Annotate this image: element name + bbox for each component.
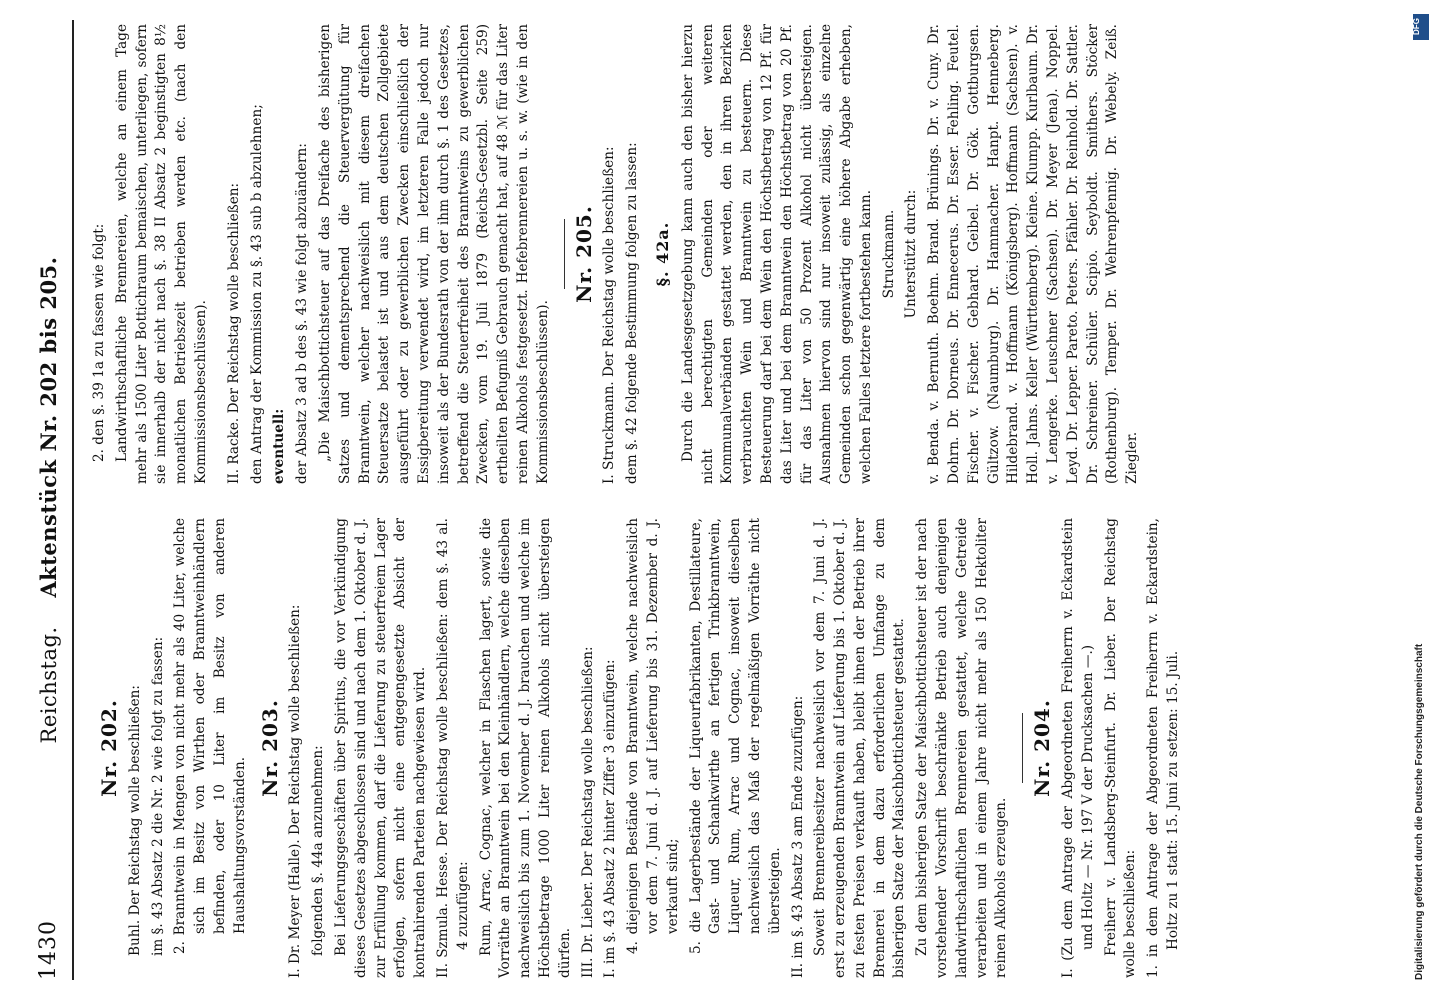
paragraph: III. Dr. Lieber. Der Reichstag wolle beschließen:	[579, 646, 596, 978]
paragraph: der Absatz 3 ad b des §. 43 wie folgt abzuändern:	[294, 143, 311, 484]
heading-section-42a: §. 42a.	[652, 221, 672, 287]
running-title-part-b: Aktenstück Nr. 202 bis 205.	[36, 256, 61, 598]
paragraph: I. Struckmann. Der Reichstag wolle beschließen:	[601, 146, 618, 484]
heading-nr-205: Nr. 205.	[571, 205, 596, 303]
paragraph: Soweit Brennereibesitzer nachweislich vor dem 7. Juni d. J. erst zu erzeugenden Branntwein auf Lieferung bis 1. Oktober d. J. zu festen Preisen verkauft haben, bleibt ihnen der Betrieb ihrer Brennerei in dem dazu erforderlichen Umfange zu dem bisherigen Satze der Maischbottichsteuer gestattet.	[812, 518, 908, 978]
paragraph: 4. diejenigen Bestände von Branntwein, welche nachweislich vor dem 7. Juni d. J. auf Lieferung bis 31. Dezember d. J. verkauft sind;	[625, 518, 681, 954]
paragraph: Zu dem bisherigen Satze der Maischbottichsteuer ist der nach vorstehender Vorschrift beschränkte Betrieb auch denjenigen landwirthschaftlichen Brennereien gestattet, welche Getreide verarbeiten und in einem Jahre nicht mehr als 150 Hektoliter reinen Alkohols erzeugen.	[914, 518, 1010, 978]
section-divider	[564, 219, 565, 289]
paragraph: I. Dr. Meyer (Halle). Der Reichstag wolle beschließen:	[287, 604, 304, 978]
paragraph: den Antrag der Kommission zu §. 43 sub b abzulehnen;	[248, 104, 265, 484]
paragraph: Durch die Landesgesetzgebung kann auch den bisher hierzu nicht berechtigten Gemeinden oder weiteren Kommunalverbänden gestattet werden, den in ihren Bezirken verbrauchten Wein und Branntwein zu besteuern. Diese Besteuerung darf bei dem Wein den Höchstbetrag von 12 Pf. für das Liter und bei dem Branntwein den Höchstbetrag von 20 Pf. für das Liter von 50 Prozent Alkohol nicht übersteigen. Ausnahmen hiervon sind nur insoweit zulässig, als einzelne Gemeinden schon gegenwärtig eine höhere Abgabe erheben, welchen Falles letztere fortbestehen kann.	[679, 24, 874, 484]
paragraph: I. im §. 43 Absatz 2 hinter Ziffer 3 einzufügen:	[602, 659, 619, 978]
funding-note: Digitalisierung gefördert durch die Deutsche Forschungsgemeinschaft	[1414, 643, 1425, 980]
paragraph: folgenden §. 44a anzunehmen:	[310, 745, 327, 956]
heading-nr-203: Nr. 203.	[257, 699, 282, 797]
page-header	[28, 20, 68, 980]
paragraph: II. Szmula. Hesse. Der Reichstag wolle beschließen: dem §. 43 al. 4 zuzufügen:	[434, 518, 471, 978]
section-divider	[1022, 713, 1023, 783]
paragraph: II. im §. 43 Absatz 3 am Ende zuzufügen:	[789, 695, 806, 978]
supported-by-label: Unterstützt durch:	[903, 189, 920, 319]
heading-nr-202: Nr. 202.	[97, 699, 121, 797]
running-title	[36, 90, 61, 910]
paragraph: Rum, Arrac, Cognac, welcher in Flaschen lagert, sowie die Vorräthe an Branntwein bei den Kleinhändlern, welche dieselben nachweislich bis zum 1. November d. J. brauchen und welche im Höchstbetrage 1000 Liter reinen Alkohols nicht übersteigen dürfen.	[477, 518, 573, 978]
paragraph: dem §. 42 folgende Bestimmung folgen zu lassen:	[624, 142, 641, 484]
right-column	[90, 24, 1146, 484]
paragraph: II. Racke. Der Reichstag wolle beschließen:	[225, 182, 242, 484]
paragraph: 5. die Lagerbestände der Liqueurfabrikanten, Destillateure, Gast- und Schankwirthe an fertigen Trinkbranntwein, Liqueur, Rum, Arrac und Cognac, insoweit dieselben nachweislich das Maß der regelmäßigen Vorräthe nicht übersteigen.	[687, 518, 783, 954]
left-column	[90, 518, 1187, 978]
dfg-logo: DFG	[1413, 14, 1429, 40]
paragraph: I. (Zu dem Antrage der Abgeordneten Freiherrn v. Eckardstein und Holtz — Nr. 197 V der Drucksachen —.)	[1060, 518, 1096, 978]
paragraph: „Die Maischbottichsteuer auf das Dreifache des bisherigen Satzes und dementsprechend die Steuervergütung für Branntwein, welcher nachweislich mit diesem dreifachen Steuersatze belastet ist und aus dem deutschen Zollgebiete ausgeführt oder zu gewerblichen Zwecken einschließlich der Essigbereitung verwendet wird, im letzteren Falle jedoch nur insoweit als der Bundesrath von der ihm durch §. 1 des Gesetzes, betreffend die Steuerfreiheit des Branntweins zu gewerblichen Zwecken, vom 19. Juli 1879 (Reichs-Gesetzbl. Seite 259) ertheilten Befugniß Gebrauch gemacht hat, auf 48 ℳ für das Liter reinen Alkohols festgesetzt. Hefebrennereien u. s. w. (wie in den Kommissionsbeschlüssen).	[316, 24, 551, 484]
running-title-part-a: Reichstag.	[37, 626, 61, 744]
header-rule	[72, 20, 74, 980]
paragraph: 2. Branntwein in Mengen von nicht mehr als 40 Liter, welche sich im Besitz von Wirthen oder Branntweinhändlern befinden, oder 10 Liter im Besitz von anderen Haushaltungsvorständen.	[172, 518, 248, 954]
supporters-list: v. Benda. v. Bernuth. Boehm. Brand. Brünings. Dr. v. Cuny. Dr. Dohrn. Dr. Dorneus. Dr. Ennecerus. Dr. Esser. Fehling. Feutel. Fischer. v. Fischer. Gebhard. Geibel. Dr. Gök. Gottburgsen. Gültzow. (Naumburg). Dr. Hammacher. Hanpt. Henneberg. Hildebrand. v. Hoffmann (Königsberg). Hoffmann (Sachsen). v. Holl. Jahns. Keller (Württemberg). Kleine. Klumpp. Kurlbaum. Dr. v. Lengerke. Leuschner (Sachsen). Dr. Meyer (Jena). Noppel. Leyd. Dr. Lepper. Pareto. Peters. Pfähler. Dr. Reinhold. Dr. Sattler. Dr. Schreiner. Schüler. Scipio. Seyboldt. Smithers. Stöcker (Rothenburg). Temper. Dr. Wehrenpfennig. Dr. Webely. Zeiß. Ziegler.	[926, 24, 1141, 484]
paragraph: 2. den §. 39 1a zu fassen wie folgt:	[91, 223, 107, 462]
paragraph: Bei Lieferungsgeschäften über Spiritus, die vor Verkündigung dieses Gesetzes abgeschlossen sind und nach dem 1. Oktober d. J. zur Erfüllung kommen, darf die Lieferung zu steuerfreiem Lager erfolgen, sofern nicht eine entgegengesetzte Absicht der kontrahirenden Parteien nachgewiesen wird.	[332, 518, 429, 978]
heading-nr-204: Nr. 204.	[1030, 699, 1055, 797]
paragraph: Buhl. Der Reichstag wolle beschließen:	[126, 685, 143, 956]
paragraph: Freiherr v. Landsberg-Steinfurt. Dr. Lieber. Der Reichstag wolle beschließen:	[1102, 518, 1139, 978]
paragraph: im §. 43 Absatz 2 die Nr. 2 wie folgt zu fassen:	[149, 636, 166, 956]
paragraph: 1. in dem Antrage der Abgeordneten Freiherrn v. Eckardstein, Holtz zu 1 statt: 15. Juni zu setzen: 15. Juli.	[1145, 518, 1182, 978]
paragraph: eventuell:	[271, 408, 288, 484]
signature: Struckmann.	[880, 209, 897, 299]
paragraph: Landwirthschaftliche Brennereien, welche an einem Tage mehr als 1500 Liter Bottichraum bemaischen, unterliegen, sofern sie innerhalb der nicht nach §. 38 II Absatz 2 beginstigten 8½ monatlichen Betriebszeit betrieben werden etc. (nach den Kommissionsbeschlüssen).	[113, 24, 209, 484]
page-number: 1430	[36, 920, 61, 980]
